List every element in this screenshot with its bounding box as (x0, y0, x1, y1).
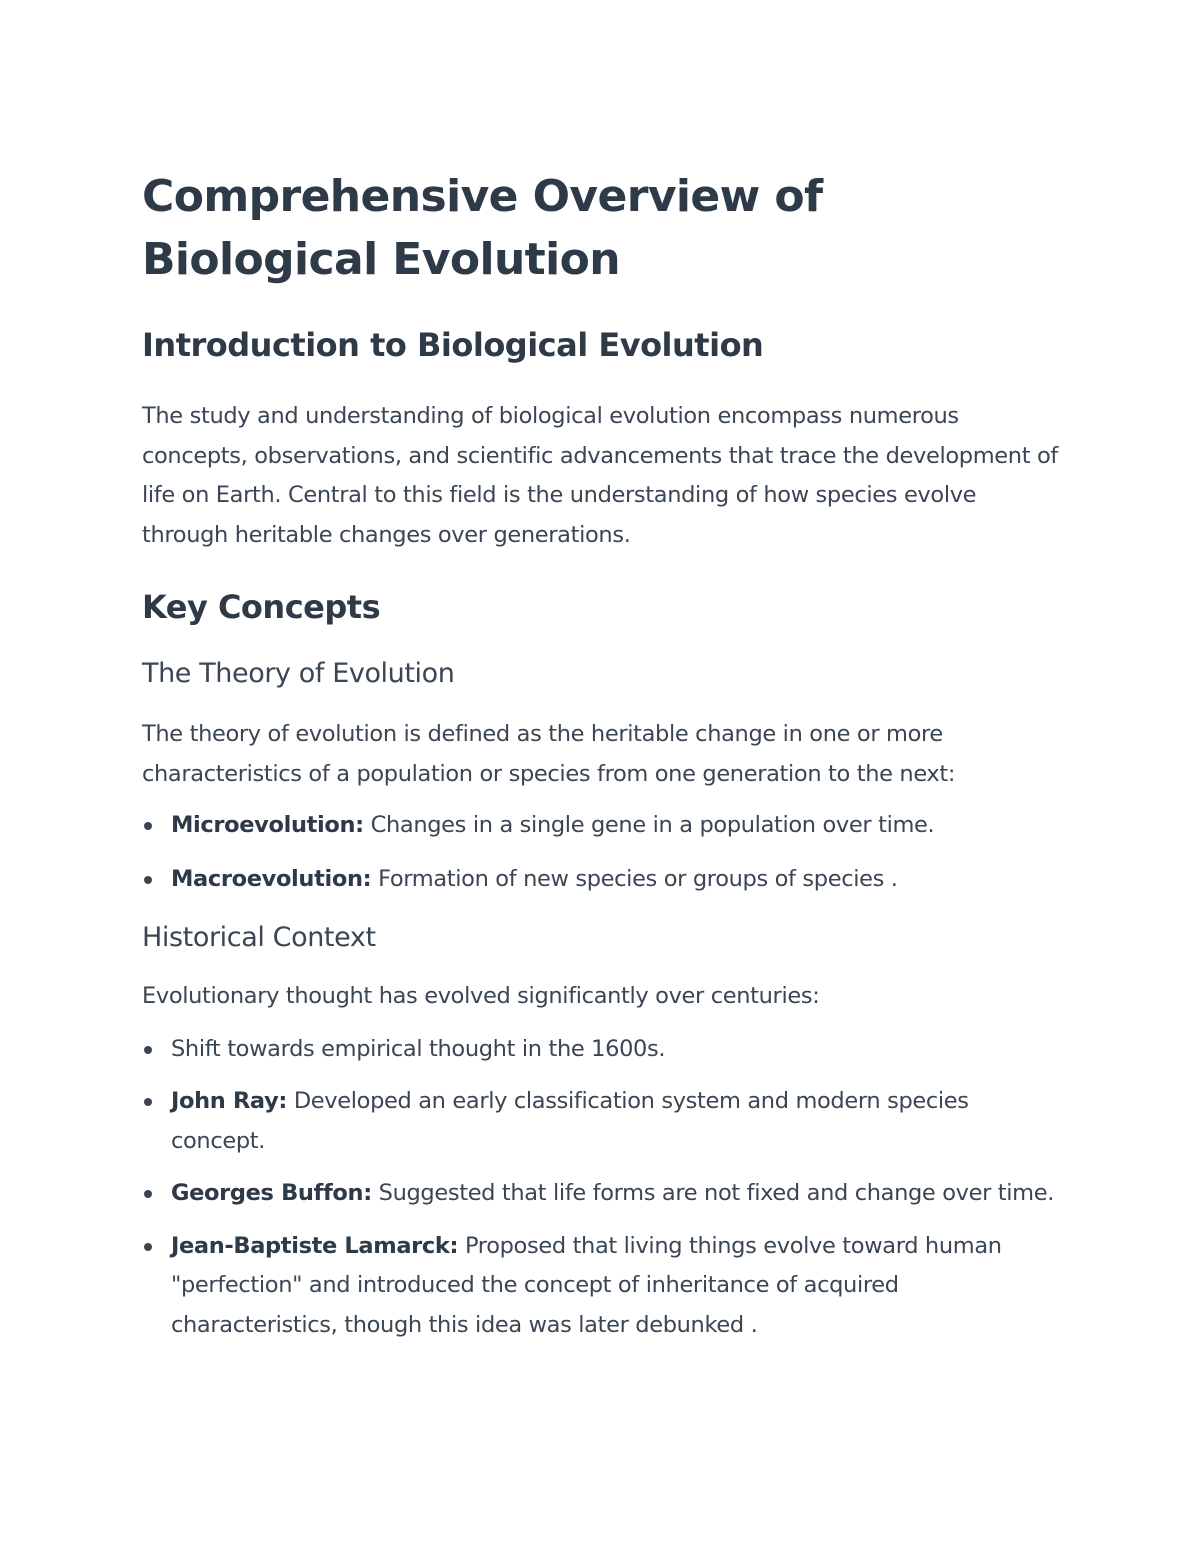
list-item (142, 1174, 1062, 1214)
bullet-icon (144, 1098, 152, 1106)
history-list (142, 1030, 1062, 1346)
history-heading: Historical Context (142, 922, 376, 953)
list-item (142, 1030, 1062, 1070)
bullet-icon (144, 1046, 152, 1054)
list-item-text: Changes in a single gene in a population over time. (363, 812, 935, 838)
list-item-text: Suggested that life forms are not fixed and change over time. (371, 1180, 1055, 1206)
list-item (142, 860, 1062, 900)
list-item-term: Microevolution: (171, 812, 364, 838)
list-item-term: John Ray: (171, 1088, 288, 1114)
list-item-text: Formation of new species or groups of species . (371, 865, 898, 892)
theory-list (142, 806, 1062, 899)
document-title: Comprehensive Overview of Biological Evolution (142, 171, 823, 285)
introduction-paragraph: The study and understanding of biological evolution encompass numerous concepts, observations, and scientific advancements that trace the development of life on Earth. Central to this field is the understanding of how species evolve through heritable changes over generations. (142, 403, 1058, 548)
theory-paragraph: The theory of evolution is defined as the heritable change in one or more characteristics of a population or species from one generation to the next: (142, 721, 956, 787)
list-item-text: Proposed that living things evolve toward human "perfection" and introduced the concept of inheritance of acquired characteristics, though this idea was later debunked . (171, 1232, 1002, 1338)
list-item-text: Shift towards empirical thought in the 1600s. (171, 1035, 666, 1062)
key-concepts-heading: Key Concepts (142, 588, 381, 626)
list-item-term: Jean-Baptiste Lamarck: (171, 1232, 459, 1259)
list-item (142, 1227, 1062, 1346)
introduction-heading: Introduction to Biological Evolution (142, 326, 764, 364)
bullet-icon (144, 876, 152, 884)
list-item-term: Georges Buffon: (171, 1180, 372, 1206)
list-item-text: Developed an early classification system and modern species concept. (171, 1088, 969, 1154)
bullet-icon (144, 1243, 152, 1251)
list-item (142, 806, 1062, 846)
history-paragraph: Evolutionary thought has evolved significantly over centuries: (142, 983, 820, 1009)
bullet-icon (144, 822, 152, 830)
list-item (142, 1082, 1062, 1161)
document-page (142, 165, 1062, 1345)
bullet-icon (144, 1190, 152, 1198)
theory-heading: The Theory of Evolution (142, 658, 455, 689)
list-item-term: Macroevolution: (171, 865, 372, 892)
